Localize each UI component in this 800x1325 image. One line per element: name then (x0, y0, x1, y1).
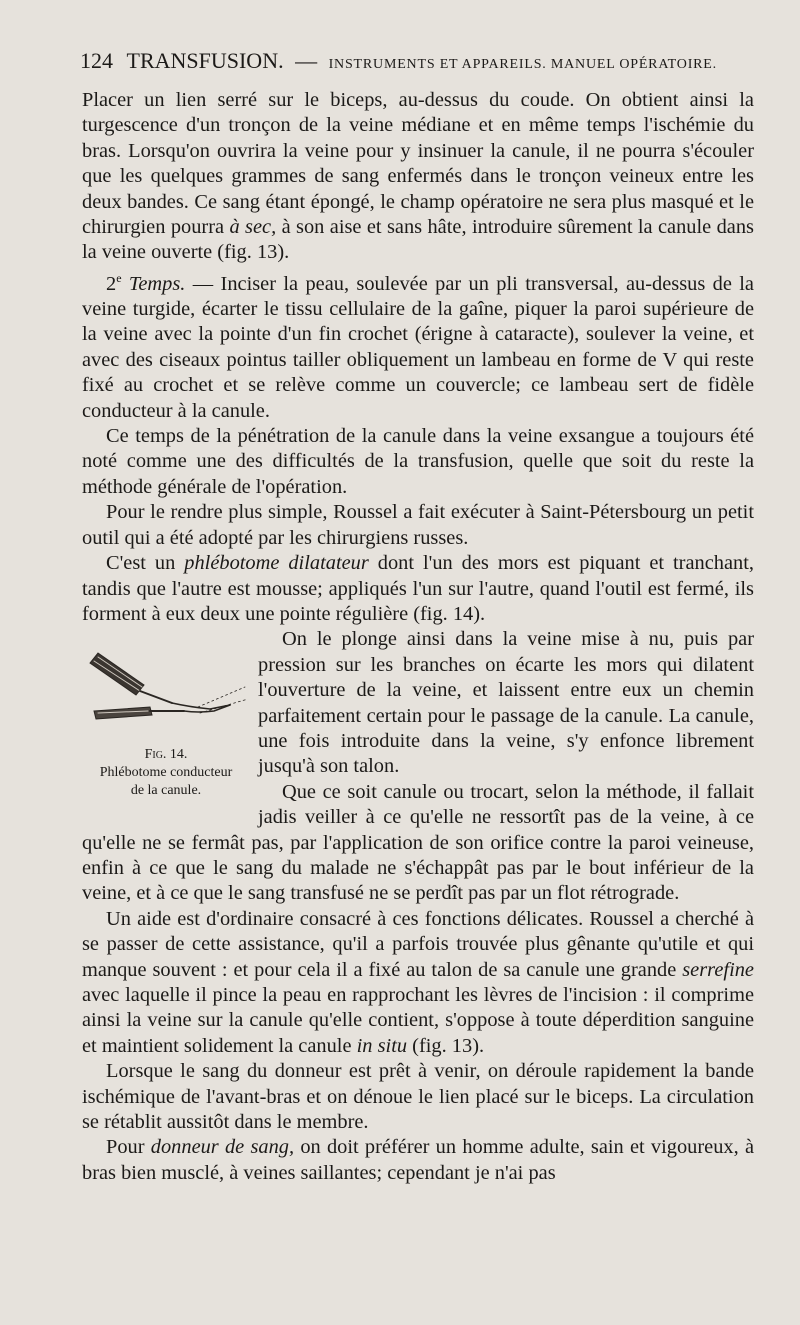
paragraph: Que ce soit canule ou trocart, selon la méthode, il fallait jadis veiller à ce qu'elle ne ressortît pas de la veine, à ce qu'elle ne se fermât pas, par l'application de son orifice contre la paroi veineuse, enfin à ce que le sang du malade ne s'échappât pas par le bout inférieur de la veine, et à ce que le sang transfusé ne se perdît pas par un flot rétrograde. (82, 780, 754, 905)
paragraph: C'est un phlébotome dilatateur dont l'un des mors est piquant et tranchant, tandis que l'autre est mousse; appliqués l'un sur l'autre, quand l'outil est fermé, ils forment à eux deux une pointe régulière (fig. 14). (82, 552, 754, 625)
paragraph: Un aide est d'ordinaire consacré à ces fonctions délicates. Roussel a cherché à se passer de cette assistance, qu'il a parfois trouvée plus gênante qu'utile et qui manque souvent : et pour cela il a fixé au talon de sa canule une grande serrefine avec laquelle il pince la peau en rapprochant les lèvres de l'incision : il comprime ainsi la veine sur la canule qu'elle contient, s'oppose à toute déperdition sanguine et maintient solidement la canule in situ (fig. 13). (82, 907, 754, 1057)
page-number: 124 (80, 48, 113, 73)
running-header (80, 48, 760, 78)
phlebotome-icon (80, 633, 252, 745)
header-dash: — (295, 48, 318, 73)
paragraph: Pour donneur de sang, on doit préférer un homme adulte, sain et vigoureux, à bras bien musclé, à veines saillantes; cependant je n'ai pas (82, 1136, 754, 1184)
header-title: TRANSFUSION. (126, 48, 284, 73)
paragraph: Pour le rendre plus simple, Roussel a fait exécuter à Saint-Pétersbourg un petit outil qui a été adopté par les chirurgiens russes. (82, 501, 754, 549)
figure-caption-line1: Phlébotome conducteur (99, 765, 233, 781)
paragraph: On le plonge ainsi dans la veine mise à nu, puis par pression sur les branches on écarte les mors qui dilatent l'ouverture de la veine, et laissent entre eux un chemin parfaitement certain pour le passage de la canule. La canule, une fois introduite dans la veine, s'y enfonce librement jusqu'à son talon. (258, 628, 754, 778)
header-subtitle: INSTRUMENTS ET APPAREILS. MANUEL OPÉRATOIRE. (328, 57, 717, 72)
paragraph: 2e Temps. — Inciser la peau, soulevée par un pli transversal, au-dessus de la veine turgide, écarter le tissu cellulaire de la gaîne, piquer la paroi supérieure de la veine avec la pointe d'un fin crochet (érigne à cataracte), soulever la veine, et avec des ciseaux pointus tailler obliquement un lambeau en forme de V qui reste fixé au crochet et se relève comme un couvercle; ce lambeau sert de fidèle conducteur à la canule. (82, 270, 754, 422)
figure-label: Fig. 14. (144, 747, 188, 763)
body-text (82, 88, 754, 1186)
paragraph: Ce temps de la pénétration de la canule dans la veine exsangue a toujours été noté comme une des difficultés de la transfusion, quelle que soit du reste la méthode générale de l'opération. (82, 425, 754, 498)
paragraph: Lorsque le sang du donneur est prêt à venir, on déroule rapidement la bande ischémique de l'avant-bras et on dénoue le lien placé sur le biceps. La circulation se rétablit aussitôt dans le membre. (82, 1060, 754, 1134)
paragraph: Placer un lien serré sur le biceps, au-dessus du coude. On obtient ainsi la turgescence d'un tronçon de la veine médiane et en même temps l'ischémie du bras. Lorsqu'on ouvrira la veine pour y insinuer la canule, il ne pourra s'écouler que les quelques grammes de sang enfermés dans le tronçon veineux entre les deux bandes. Ce sang étant épongé, le champ opératoire ne sera plus masqué et le chirurgien pourra à sec, à son aise et sans hâte, introduire sûrement la canule dans la veine ouverte (fig. 13). (82, 89, 754, 264)
figure-14 (80, 633, 252, 811)
figure-caption-line2: de la canule. (130, 783, 202, 799)
